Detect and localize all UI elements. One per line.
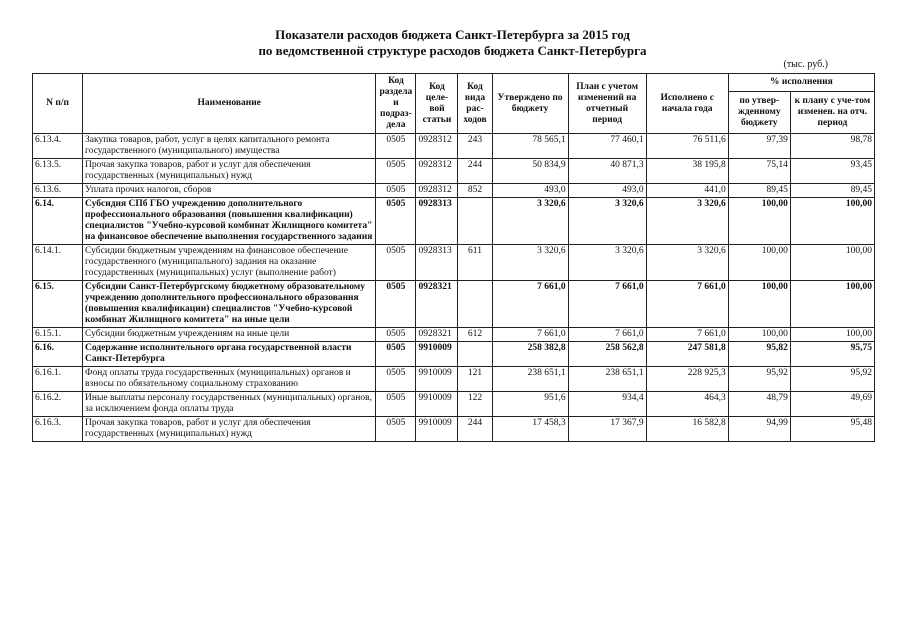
cell-article: 9910009 bbox=[416, 367, 458, 392]
cell-article: 9910009 bbox=[416, 417, 458, 442]
header-pct-plan: к плану с уче-том изменен. на отч. период bbox=[790, 92, 874, 134]
cell-num: 6.16.3. bbox=[33, 417, 83, 442]
cell-name: Прочая закупка товаров, работ и услуг для обеспечения государственных (муниципальных) нужд bbox=[83, 417, 376, 442]
cell-name: Уплата прочих налогов, сборов bbox=[83, 184, 376, 198]
cell-pct-plan: 100,00 bbox=[790, 198, 874, 245]
cell-num: 6.16.2. bbox=[33, 392, 83, 417]
cell-executed: 228 925,3 bbox=[646, 367, 728, 392]
cell-type: 852 bbox=[458, 184, 492, 198]
cell-name: Субсидии бюджетным учреждениям на иные цели bbox=[83, 328, 376, 342]
header-percent-group: % исполнения bbox=[728, 74, 874, 92]
cell-num: 6.14. bbox=[33, 198, 83, 245]
cell-article: 0928321 bbox=[416, 281, 458, 328]
cell-plan: 77 460,1 bbox=[568, 134, 646, 159]
cell-section: 0505 bbox=[376, 184, 416, 198]
cell-section: 0505 bbox=[376, 367, 416, 392]
cell-plan: 3 320,6 bbox=[568, 245, 646, 281]
cell-executed: 76 511,6 bbox=[646, 134, 728, 159]
cell-name: Содержание исполнительного органа государственной власти Санкт-Петербурга bbox=[83, 342, 376, 367]
cell-executed: 16 582,8 bbox=[646, 417, 728, 442]
cell-pct-approved: 89,45 bbox=[728, 184, 790, 198]
cell-approved: 7 661,0 bbox=[492, 328, 568, 342]
units-label: (тыс. руб.) bbox=[783, 59, 828, 70]
cell-type: 243 bbox=[458, 134, 492, 159]
header-num: N п/п bbox=[33, 74, 83, 134]
cell-article: 0928313 bbox=[416, 245, 458, 281]
cell-approved: 78 565,1 bbox=[492, 134, 568, 159]
cell-approved: 3 320,6 bbox=[492, 245, 568, 281]
cell-section: 0505 bbox=[376, 134, 416, 159]
header-executed: Исполнено с начала года bbox=[646, 74, 728, 134]
cell-section: 0505 bbox=[376, 417, 416, 442]
header-type: Код вида рас-ходов bbox=[458, 74, 492, 134]
table-row bbox=[33, 134, 875, 159]
cell-pct-approved: 100,00 bbox=[728, 198, 790, 245]
cell-approved: 7 661,0 bbox=[492, 281, 568, 328]
cell-executed: 7 661,0 bbox=[646, 328, 728, 342]
cell-article: 9910009 bbox=[416, 392, 458, 417]
cell-pct-plan: 100,00 bbox=[790, 328, 874, 342]
table-row bbox=[33, 159, 875, 184]
cell-type bbox=[458, 198, 492, 245]
cell-num: 6.16. bbox=[33, 342, 83, 367]
cell-pct-plan: 95,92 bbox=[790, 367, 874, 392]
cell-approved: 493,0 bbox=[492, 184, 568, 198]
cell-approved: 951,6 bbox=[492, 392, 568, 417]
cell-num: 6.13.6. bbox=[33, 184, 83, 198]
cell-section: 0505 bbox=[376, 281, 416, 328]
table-row bbox=[33, 328, 875, 342]
report-title-line2: по ведомственной структуре расходов бюджета Санкт-Петербурга bbox=[258, 43, 647, 58]
cell-pct-plan: 100,00 bbox=[790, 281, 874, 328]
cell-pct-approved: 100,00 bbox=[728, 245, 790, 281]
header-plan: План с учетом изменений на отчетный период bbox=[568, 74, 646, 134]
cell-section: 0505 bbox=[376, 342, 416, 367]
cell-pct-plan: 49,69 bbox=[790, 392, 874, 417]
cell-pct-plan: 98,78 bbox=[790, 134, 874, 159]
cell-name: Иные выплаты персоналу государственных (муниципальных) органов, за исключением фонда оплаты труда bbox=[83, 392, 376, 417]
cell-executed: 441,0 bbox=[646, 184, 728, 198]
cell-plan: 40 871,3 bbox=[568, 159, 646, 184]
cell-executed: 464,3 bbox=[646, 392, 728, 417]
cell-type: 611 bbox=[458, 245, 492, 281]
cell-plan: 17 367,9 bbox=[568, 417, 646, 442]
table-row bbox=[33, 392, 875, 417]
cell-name: Субсидии Санкт-Петербургскому бюджетному образовательному учреждению дополнительного профессионального образования (повышения квалификации) специалистов "Учебно-курсовой комбинат Жилищного комитета" на иные цели bbox=[83, 281, 376, 328]
cell-executed: 3 320,6 bbox=[646, 245, 728, 281]
cell-name: Субсидии бюджетным учреждениям на финансовое обеспечение государственного (муниципального) задания на оказание государственных (муниципальных) услуг (выполнение работ) bbox=[83, 245, 376, 281]
budget-table bbox=[32, 73, 875, 442]
cell-section: 0505 bbox=[376, 245, 416, 281]
cell-type: 122 bbox=[458, 392, 492, 417]
cell-executed: 7 661,0 bbox=[646, 281, 728, 328]
cell-approved: 3 320,6 bbox=[492, 198, 568, 245]
cell-type: 121 bbox=[458, 367, 492, 392]
cell-pct-approved: 97,39 bbox=[728, 134, 790, 159]
cell-type bbox=[458, 342, 492, 367]
cell-name: Закупка товаров, работ, услуг в целях капитального ремонта государственного (муниципального) имущества bbox=[83, 134, 376, 159]
header-section: Код раздела и подраз-дела bbox=[376, 74, 416, 134]
table-row bbox=[33, 245, 875, 281]
cell-article: 9910009 bbox=[416, 342, 458, 367]
header-pct-approved: по утвер-жденному бюджету bbox=[728, 92, 790, 134]
cell-pct-plan: 93,45 bbox=[790, 159, 874, 184]
cell-num: 6.15. bbox=[33, 281, 83, 328]
cell-plan: 238 651,1 bbox=[568, 367, 646, 392]
cell-approved: 50 834,9 bbox=[492, 159, 568, 184]
cell-type: 612 bbox=[458, 328, 492, 342]
cell-plan: 7 661,0 bbox=[568, 328, 646, 342]
cell-pct-plan: 95,48 bbox=[790, 417, 874, 442]
cell-article: 0928312 bbox=[416, 159, 458, 184]
cell-article: 0928312 bbox=[416, 134, 458, 159]
cell-section: 0505 bbox=[376, 328, 416, 342]
cell-num: 6.13.5. bbox=[33, 159, 83, 184]
cell-num: 6.16.1. bbox=[33, 367, 83, 392]
cell-article: 0928312 bbox=[416, 184, 458, 198]
table-row bbox=[33, 342, 875, 367]
cell-section: 0505 bbox=[376, 198, 416, 245]
cell-plan: 493,0 bbox=[568, 184, 646, 198]
table-row bbox=[33, 184, 875, 198]
table-row bbox=[33, 281, 875, 328]
header-approved: Утверждено по бюджету bbox=[492, 74, 568, 134]
cell-pct-approved: 95,92 bbox=[728, 367, 790, 392]
cell-type bbox=[458, 281, 492, 328]
cell-plan: 3 320,6 bbox=[568, 198, 646, 245]
cell-type: 244 bbox=[458, 159, 492, 184]
table-body bbox=[33, 134, 875, 442]
cell-pct-approved: 75,14 bbox=[728, 159, 790, 184]
cell-approved: 258 382,8 bbox=[492, 342, 568, 367]
cell-pct-approved: 100,00 bbox=[728, 328, 790, 342]
cell-pct-approved: 48,79 bbox=[728, 392, 790, 417]
header-name: Наименование bbox=[83, 74, 376, 134]
cell-num: 6.14.1. bbox=[33, 245, 83, 281]
cell-approved: 238 651,1 bbox=[492, 367, 568, 392]
cell-num: 6.13.4. bbox=[33, 134, 83, 159]
cell-pct-plan: 100,00 bbox=[790, 245, 874, 281]
header-article: Код целе-вой статьи bbox=[416, 74, 458, 134]
cell-num: 6.15.1. bbox=[33, 328, 83, 342]
cell-pct-approved: 94,99 bbox=[728, 417, 790, 442]
cell-plan: 934,4 bbox=[568, 392, 646, 417]
cell-section: 0505 bbox=[376, 159, 416, 184]
table-row bbox=[33, 198, 875, 245]
cell-article: 0928321 bbox=[416, 328, 458, 342]
report-title-line1: Показатели расходов бюджета Санкт-Петербурга за 2015 год bbox=[275, 27, 630, 42]
cell-plan: 258 562,8 bbox=[568, 342, 646, 367]
cell-name: Фонд оплаты труда государственных (муниципальных) органов и взносы по обязательному социальному страхованию bbox=[83, 367, 376, 392]
cell-name: Субсидия СПб ГБО учреждению дополнительного профессионального образования (повышения квалификации) специалистов "Учебно-курсовой комбинат Жилищного комитета" на финансовое обеспечение выполнения государственного задания bbox=[83, 198, 376, 245]
table-row bbox=[33, 367, 875, 392]
cell-pct-approved: 95,82 bbox=[728, 342, 790, 367]
cell-approved: 17 458,3 bbox=[492, 417, 568, 442]
cell-plan: 7 661,0 bbox=[568, 281, 646, 328]
cell-section: 0505 bbox=[376, 392, 416, 417]
cell-executed: 3 320,6 bbox=[646, 198, 728, 245]
cell-executed: 38 195,8 bbox=[646, 159, 728, 184]
cell-type: 244 bbox=[458, 417, 492, 442]
cell-name: Прочая закупка товаров, работ и услуг для обеспечения государственных (муниципальных) нужд bbox=[83, 159, 376, 184]
table-row bbox=[33, 417, 875, 442]
cell-pct-plan: 95,75 bbox=[790, 342, 874, 367]
cell-pct-approved: 100,00 bbox=[728, 281, 790, 328]
cell-article: 0928313 bbox=[416, 198, 458, 245]
cell-pct-plan: 89,45 bbox=[790, 184, 874, 198]
cell-executed: 247 581,8 bbox=[646, 342, 728, 367]
